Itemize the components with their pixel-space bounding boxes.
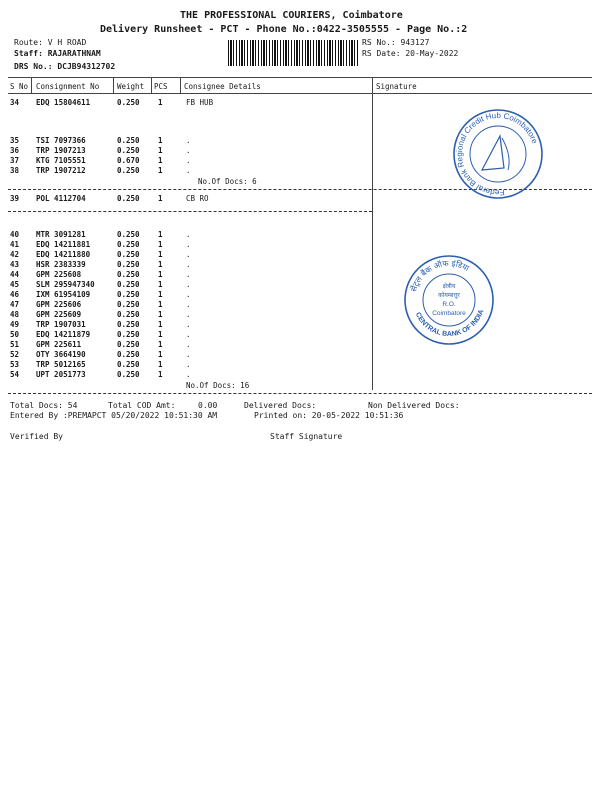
row-weight: 0.250 bbox=[117, 340, 140, 349]
row-weight: 0.250 bbox=[117, 194, 140, 203]
row-consignment: POL 4112704 bbox=[36, 194, 86, 203]
row-consignment: GPM 225609 bbox=[36, 310, 82, 319]
table-top-border bbox=[8, 77, 592, 78]
cbi-stamp-line2: कोयम्बत्तूर bbox=[438, 292, 460, 299]
cbi-stamp-line4: Coimbatore bbox=[432, 310, 466, 317]
central-bank-stamp bbox=[403, 254, 495, 346]
row-weight: 0.250 bbox=[117, 166, 140, 175]
row-weight: 0.250 bbox=[117, 310, 140, 319]
group1-doc-count: No.Of Docs: 6 bbox=[198, 177, 257, 186]
row-consignment: EDQ 14211879 bbox=[36, 330, 91, 339]
cbi-stamp-bottom-text: CENTRAL BANK OF INDIA bbox=[413, 308, 486, 339]
row-consignment: TSI 7097366 bbox=[36, 136, 86, 145]
entered-by: Entered By :PREMAPCT 05/20/2022 10:51:30 AM bbox=[10, 411, 218, 420]
row-consignment: MTR 3091281 bbox=[36, 230, 86, 239]
row-weight: 0.250 bbox=[117, 230, 140, 239]
row-pcs: 1 bbox=[158, 310, 163, 319]
row-consignee-details: . bbox=[186, 370, 191, 379]
row-sno: 48 bbox=[10, 310, 20, 319]
row-sno: 49 bbox=[10, 320, 20, 329]
row-consignee-details: . bbox=[186, 290, 191, 299]
row-weight: 0.250 bbox=[117, 136, 140, 145]
drs-field bbox=[14, 62, 115, 71]
row-consignee-details: . bbox=[186, 260, 191, 269]
row-pcs: 1 bbox=[158, 240, 163, 249]
row-consignee-details: FB HUB bbox=[186, 98, 214, 107]
drs-label: DRS No.: bbox=[14, 62, 53, 71]
table-row bbox=[0, 330, 600, 340]
row-pcs: 1 bbox=[158, 136, 163, 145]
route-label: Route: bbox=[14, 38, 43, 47]
col-divider bbox=[31, 77, 32, 93]
cbi-stamp-line1: क्षेत्रीय bbox=[442, 283, 456, 290]
rs-no-field bbox=[362, 38, 429, 47]
row-pcs: 1 bbox=[158, 156, 163, 165]
svg-text:Federal Bank Regional Credit H bbox=[452, 108, 544, 200]
staff-signature: Staff Signature bbox=[270, 432, 343, 441]
row-pcs: 1 bbox=[158, 270, 163, 279]
row-consignment: EDQ 14211881 bbox=[36, 240, 91, 249]
table-row bbox=[0, 320, 600, 330]
staff-value: RAJARATHNAM bbox=[47, 49, 101, 58]
col-divider bbox=[113, 77, 114, 93]
row-consignment: UPT 2051773 bbox=[36, 370, 86, 379]
row-pcs: 1 bbox=[158, 300, 163, 309]
row-consignee-details: . bbox=[186, 300, 191, 309]
row-weight: 0.250 bbox=[117, 360, 140, 369]
row-pcs: 1 bbox=[158, 166, 163, 175]
row-pcs: 1 bbox=[158, 340, 163, 349]
row-consignee-details: . bbox=[186, 240, 191, 249]
row-sno: 46 bbox=[10, 290, 20, 299]
row-consignment: GPM 225608 bbox=[36, 270, 82, 279]
table-row bbox=[0, 230, 600, 240]
federal-bank-stamp-graphic bbox=[452, 108, 544, 200]
row-weight: 0.250 bbox=[117, 260, 140, 269]
table-row bbox=[0, 260, 600, 270]
printed-on: Printed on: 20-05-2022 10:51:36 bbox=[254, 411, 404, 420]
staff-field bbox=[14, 49, 101, 58]
row-consignment: GPM 225606 bbox=[36, 300, 82, 309]
row-weight: 0.250 bbox=[117, 146, 140, 155]
row-weight: 0.250 bbox=[117, 330, 140, 339]
total-docs: Total Docs: 54 bbox=[10, 401, 78, 410]
row-sno: 45 bbox=[10, 280, 20, 289]
row-consignee-details: . bbox=[186, 156, 191, 165]
group-separator bbox=[8, 211, 372, 212]
row-consignment: GPM 225611 bbox=[36, 340, 82, 349]
row-consignment: TRP 1907213 bbox=[36, 146, 86, 155]
row-consignment: OTY 3664190 bbox=[36, 350, 86, 359]
runsheet-subtitle: Delivery Runsheet - PCT - Phone No.:0422-3505555 - Page No.:2 bbox=[100, 24, 468, 35]
table-row bbox=[0, 280, 600, 290]
row-consignee-details: . bbox=[186, 166, 191, 175]
row-consignment: HSR 2383339 bbox=[36, 260, 86, 269]
row-weight: 0.250 bbox=[117, 240, 140, 249]
table-row bbox=[0, 240, 600, 250]
row-weight: 0.250 bbox=[117, 370, 140, 379]
row-pcs: 1 bbox=[158, 98, 163, 107]
row-sno: 50 bbox=[10, 330, 20, 339]
row-consignee-details: . bbox=[186, 146, 191, 155]
federal-stamp-text: Federal Bank Regional Credit Hub Coimbatore bbox=[454, 110, 540, 198]
row-pcs: 1 bbox=[158, 146, 163, 155]
table-row bbox=[0, 340, 600, 350]
row-consignee-details: . bbox=[186, 136, 191, 145]
table-row bbox=[0, 370, 600, 380]
row-sno: 38 bbox=[10, 166, 20, 175]
row-sno: 53 bbox=[10, 360, 20, 369]
rs-date-value: 20-May-2022 bbox=[405, 49, 459, 58]
row-sno: 41 bbox=[10, 240, 20, 249]
cbi-stamp-line3: R.O. bbox=[442, 301, 456, 308]
row-consignee-details: . bbox=[186, 270, 191, 279]
row-weight: 0.250 bbox=[117, 98, 140, 107]
total-cod-label: Total COD Amt: bbox=[108, 401, 176, 410]
row-sno: 39 bbox=[10, 194, 20, 203]
route-value: V H ROAD bbox=[47, 38, 87, 47]
table-row bbox=[0, 250, 600, 260]
row-sno: 35 bbox=[10, 136, 20, 145]
col-divider bbox=[372, 77, 373, 93]
row-pcs: 1 bbox=[158, 280, 163, 289]
row-consignment: TRP 1907212 bbox=[36, 166, 86, 175]
row-sno: 43 bbox=[10, 260, 20, 269]
row-consignee-details: CB RO bbox=[186, 194, 209, 203]
table-row bbox=[0, 290, 600, 300]
verified-by: Verified By bbox=[10, 432, 63, 441]
row-pcs: 1 bbox=[158, 320, 163, 329]
row-consignee-details: . bbox=[186, 340, 191, 349]
row-consignee-details: . bbox=[186, 320, 191, 329]
table-row bbox=[0, 350, 600, 360]
row-consignment: TRP 1907031 bbox=[36, 320, 86, 329]
row-consignee-details: . bbox=[186, 350, 191, 359]
row-consignee-details: . bbox=[186, 230, 191, 239]
row-pcs: 1 bbox=[158, 194, 163, 203]
drs-value: DCJB94312702 bbox=[57, 62, 116, 71]
route-field bbox=[14, 38, 86, 47]
row-sno: 40 bbox=[10, 230, 20, 239]
rs-date-label: RS Date: bbox=[362, 49, 401, 58]
row-pcs: 1 bbox=[158, 230, 163, 239]
row-pcs: 1 bbox=[158, 350, 163, 359]
rs-no-label: RS No.: bbox=[362, 38, 396, 47]
company-title: THE PROFESSIONAL COURIERS, Coimbatore bbox=[180, 10, 403, 21]
col-divider bbox=[180, 77, 181, 93]
rs-no-value: 943127 bbox=[400, 38, 430, 47]
row-weight: 0.250 bbox=[117, 320, 140, 329]
row-sno: 52 bbox=[10, 350, 20, 359]
row-weight: 0.250 bbox=[117, 270, 140, 279]
col-header-signature: Signature bbox=[376, 82, 417, 91]
staff-label: Staff: bbox=[14, 49, 43, 58]
central-bank-stamp-graphic bbox=[403, 254, 495, 346]
row-pcs: 1 bbox=[158, 260, 163, 269]
table-row bbox=[0, 300, 600, 310]
delivered-docs: Delivered Docs: bbox=[244, 401, 317, 410]
row-sno: 54 bbox=[10, 370, 20, 379]
row-sno: 47 bbox=[10, 300, 20, 309]
col-divider bbox=[151, 77, 152, 93]
row-consignee-details: . bbox=[186, 360, 191, 369]
row-weight: 0.250 bbox=[117, 300, 140, 309]
col-header-weight: Weight bbox=[117, 82, 145, 91]
row-pcs: 1 bbox=[158, 360, 163, 369]
row-weight: 0.250 bbox=[117, 250, 140, 259]
row-consignee-details: . bbox=[186, 310, 191, 319]
row-pcs: 1 bbox=[158, 370, 163, 379]
row-sno: 36 bbox=[10, 146, 20, 155]
col-header-pcs: PCS bbox=[154, 82, 168, 91]
row-consignee-details: . bbox=[186, 250, 191, 259]
row-consignment: IXM 61954109 bbox=[36, 290, 91, 299]
table-row bbox=[0, 360, 600, 370]
table-row bbox=[0, 98, 600, 108]
row-consignment: TRP 5012165 bbox=[36, 360, 86, 369]
row-consignee-details: . bbox=[186, 280, 191, 289]
rs-date-field bbox=[362, 49, 458, 58]
row-sno: 34 bbox=[10, 98, 20, 107]
row-consignment: EDQ 14211880 bbox=[36, 250, 91, 259]
row-weight: 0.670 bbox=[117, 156, 140, 165]
row-sno: 51 bbox=[10, 340, 20, 349]
row-weight: 0.250 bbox=[117, 290, 140, 299]
group2-doc-count: No.Of Docs: 16 bbox=[186, 381, 250, 390]
federal-bank-stamp bbox=[452, 108, 544, 200]
col-header-sno: S No bbox=[10, 82, 29, 91]
cbi-stamp-top-text: सेंट्रल बैंक ऑफ इंडिया bbox=[409, 258, 471, 293]
col-header-consignee: Consignee Details bbox=[184, 82, 261, 91]
barcode bbox=[228, 40, 360, 66]
non-delivered-docs: Non Delivered Docs: bbox=[368, 401, 460, 410]
total-cod-amount: 0.00 bbox=[198, 401, 218, 410]
row-sno: 42 bbox=[10, 250, 20, 259]
table-header-border bbox=[8, 93, 592, 94]
row-consignment: SLM 295947340 bbox=[36, 280, 95, 289]
row-pcs: 1 bbox=[158, 290, 163, 299]
row-consignee-details: . bbox=[186, 330, 191, 339]
row-sno: 44 bbox=[10, 270, 20, 279]
row-weight: 0.250 bbox=[117, 350, 140, 359]
row-consignment: EDQ 15804611 bbox=[36, 98, 91, 107]
row-consignment: KTG 7105551 bbox=[36, 156, 86, 165]
table-bottom-border bbox=[8, 393, 592, 394]
row-pcs: 1 bbox=[158, 250, 163, 259]
row-weight: 0.250 bbox=[117, 280, 140, 289]
row-pcs: 1 bbox=[158, 330, 163, 339]
row-sno: 37 bbox=[10, 156, 20, 165]
table-row bbox=[0, 270, 600, 280]
col-header-consignment: Consignment No bbox=[36, 82, 100, 91]
table-row bbox=[0, 310, 600, 320]
